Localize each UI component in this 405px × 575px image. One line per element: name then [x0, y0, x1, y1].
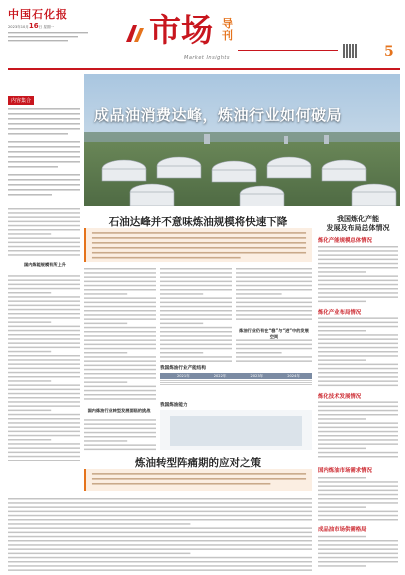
subhead-2: 国内炼油行业转型发展面临的挑战	[87, 408, 151, 413]
sidebar-head-2: 炼化产业布局情况	[318, 310, 362, 316]
article1-title: 石油达峰并不意味炼油规模将快速下降	[108, 216, 288, 228]
table-header-cell: 2023年	[238, 373, 275, 379]
article2-body	[8, 496, 312, 572]
article1-body-column-2	[84, 266, 156, 451]
hero-headline: 成品油消费达峰，炼油行业如何破局	[94, 106, 343, 124]
sidebar-head-4: 国内炼油市场需求情况	[318, 468, 372, 474]
sidebar-title-line2: 发展及布局总体情况	[326, 223, 390, 232]
capacity-chart	[160, 410, 312, 450]
brand-logo-icon	[124, 22, 146, 44]
date-day: 16	[28, 22, 39, 30]
intro-lines	[8, 108, 80, 196]
table-title: 我国炼油行业产能结构	[160, 366, 206, 371]
table-cell	[202, 383, 239, 385]
date-suffix: 日 星期一	[38, 25, 55, 29]
subhead-1: 国内炼能规模有所上升	[24, 262, 66, 267]
article1-body-column-4	[236, 266, 312, 362]
intro-text-block	[8, 96, 80, 202]
table-header-cell: 2024年	[275, 373, 312, 379]
table-cell	[238, 383, 275, 385]
dateline	[8, 24, 98, 45]
chart-title: 我国炼油能力	[160, 403, 188, 408]
dateline-placeholder-lines	[8, 31, 98, 45]
sidebar-head-3: 炼化技术发展情况	[318, 394, 362, 400]
article2-title: 炼油转型阵痛期的应对之策	[135, 457, 261, 469]
table-header-cell: 2021年	[165, 373, 202, 379]
sidebar-head-1: 炼化产能规模总体情况	[318, 238, 372, 244]
subhead-3: 炼油行业仍有在“稳”与“进”中的发展空间	[239, 328, 309, 339]
sidebar-title-line1: 我国炼化产能	[337, 214, 379, 223]
article1-summary	[84, 228, 312, 262]
masthead: 中国石化报	[8, 8, 68, 21]
qr-code-icon	[343, 44, 357, 58]
sidebar-body	[318, 244, 398, 570]
sidebar-title	[316, 214, 400, 232]
intro-badge: 内容集合	[8, 96, 34, 105]
table-cell	[165, 383, 202, 385]
article1-body-column-3	[160, 266, 232, 362]
date-prefix: 2023年10月	[8, 25, 29, 29]
page-number: 5	[384, 44, 394, 60]
table-cell	[275, 383, 312, 385]
header-rule	[8, 68, 400, 70]
section-title: 市场	[149, 11, 214, 49]
article1-body-column-1	[8, 206, 80, 461]
table-row	[160, 383, 312, 385]
oil-tank-farm-image	[84, 74, 400, 206]
article2-summary	[84, 469, 312, 491]
sidebar-head-5: 成品油市场供需格局	[318, 527, 367, 533]
section-subtitle: 导刊	[222, 17, 233, 42]
table-header-cell: 2022年	[202, 373, 239, 379]
capacity-table	[160, 373, 312, 385]
chart-plot	[170, 416, 302, 446]
section-english: Market Insights	[184, 55, 231, 61]
